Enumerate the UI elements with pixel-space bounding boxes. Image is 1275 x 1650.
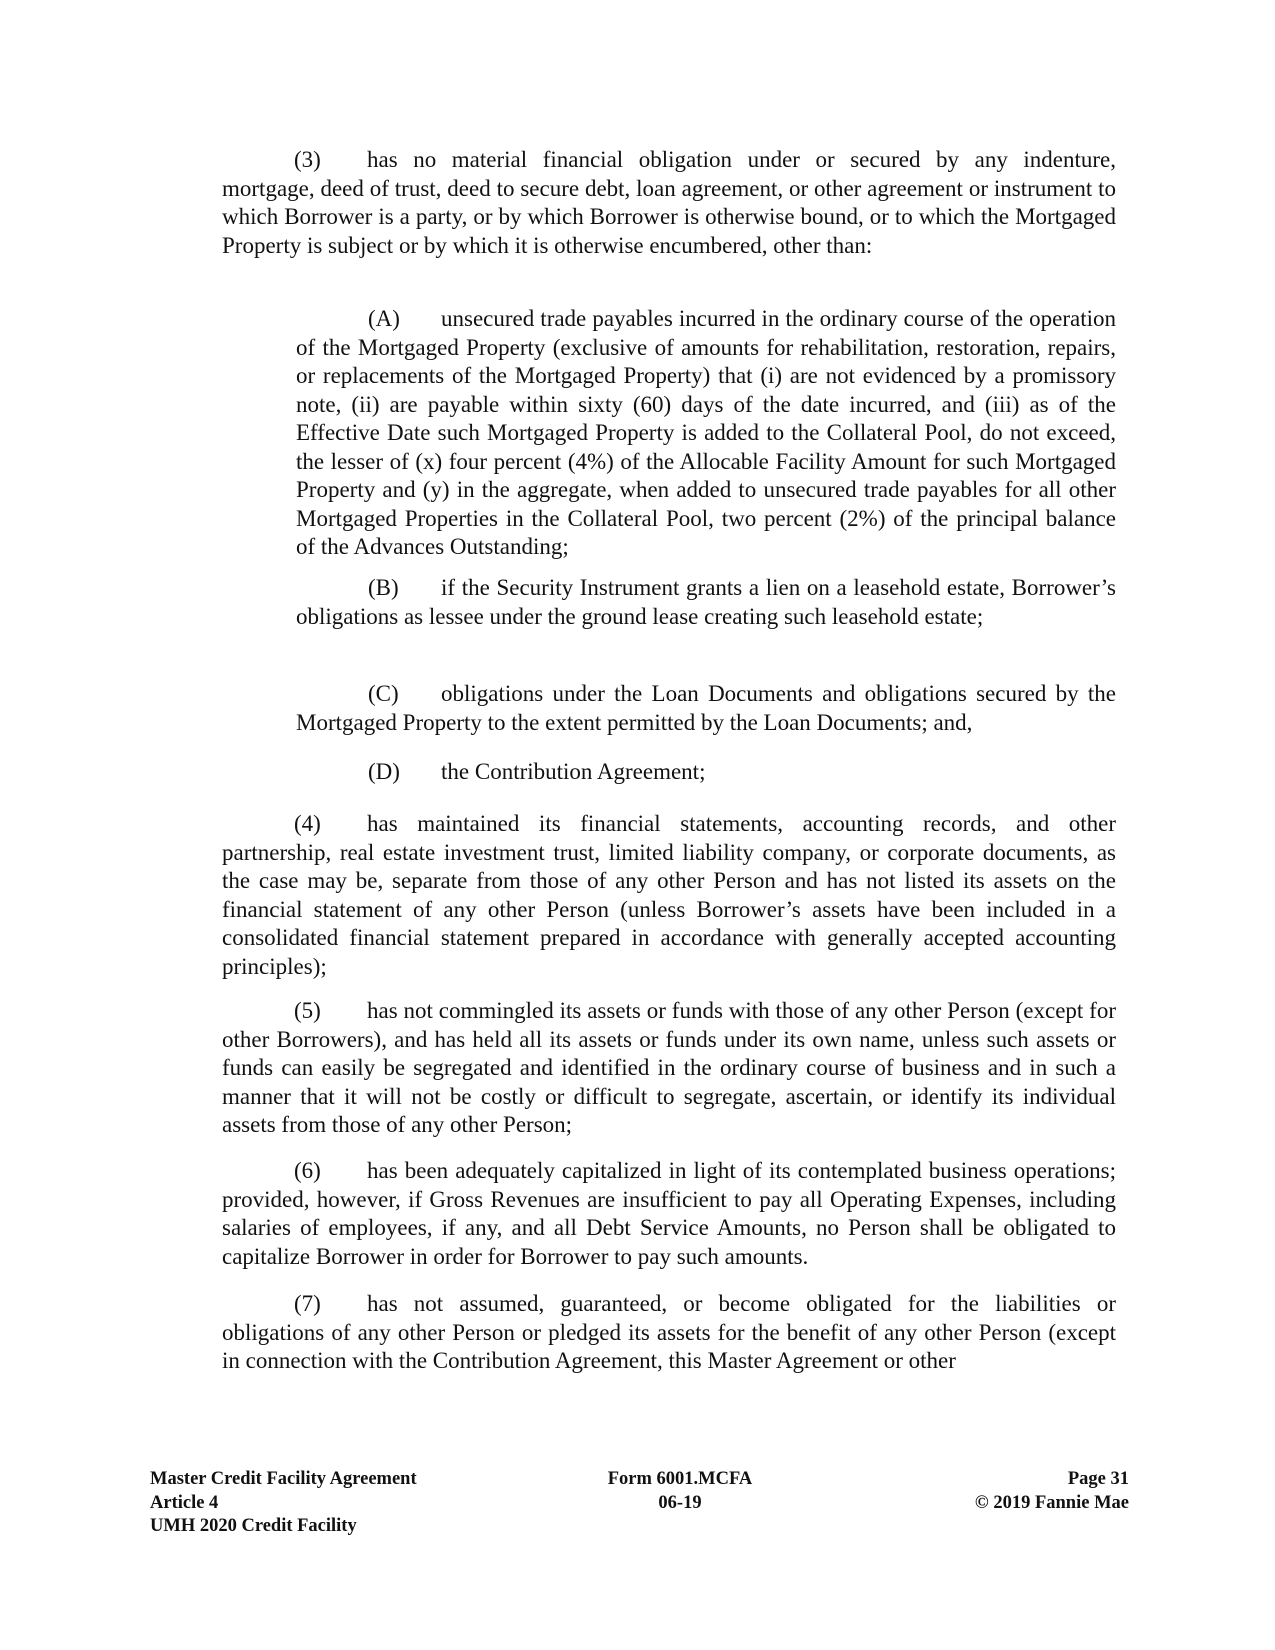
paragraph-3-A (296, 305, 1116, 562)
item-number: (5) (294, 998, 321, 1023)
item-number: (7) (294, 1291, 321, 1316)
footer-page-number: Page 31 (1067, 1469, 1129, 1489)
item-text: unsecured trade payables incurred in the ordinary course of the operation of the Mortgaged Property (exclusive of amounts for rehabilitation, restoration, repairs, or replacements of the Mortgaged Property) that (i) are not evidenced by a promissory note, (ii) are payable within sixty (60) days of the date incurred, and (iii) as of the Effective Date such Mortgaged Property is added to the Collateral Pool, do not exceed, the lesser of (x) four percent (4%) of the Allocable Facility Amount for such Mortgaged Property and (y) in the aggregate, when added to unsecured trade payables for all other Mortgaged Properties in the Collateral Pool, two percent (2%) of the principal balance of the Advances Outstanding; (296, 306, 1116, 559)
paragraph-3-C (296, 680, 1116, 737)
paragraph-7 (222, 1290, 1116, 1376)
item-text: the Contribution Agreement; (441, 759, 706, 784)
item-text: has not commingled its assets or funds with those of any other Person (except for other Borrowers), and has held all its assets or funds under its own name, unless such assets or funds can easily be segregated and identified in the ordinary course of business and in such a manner that it will not be costly or difficult to segregate, ascertain, or identify its individual assets from those of any other Person; (222, 998, 1116, 1137)
paragraph-3-B (296, 574, 1116, 631)
footer-article: Article 4 (150, 1492, 219, 1513)
item-number: (6) (294, 1158, 321, 1183)
item-number: (C) (368, 681, 399, 706)
item-text: has no material financial obligation under or secured by any indenture, mortgage, deed of trust, deed to secure debt, loan agreement, or other agreement or instrument to which Borrower is a party, or by which Borrower is otherwise bound, or to which the Mortgaged Property is subject or by which it is otherwise encumbered, other than: (222, 147, 1116, 258)
paragraph-5 (222, 997, 1116, 1140)
item-number: (D) (368, 759, 400, 784)
item-text: has not assumed, guaranteed, or become obligated for the liabilities or obligations of any other Person or pledged its assets for the benefit of any other Person (except in connection with the Contribution Agreement, this Master Agreement or other (222, 1291, 1116, 1373)
item-number: (4) (294, 811, 321, 836)
footer-copyright: © 2019 Fannie Mae (974, 1492, 1129, 1513)
footer-left (150, 1468, 417, 1539)
item-text: has maintained its financial statements, accounting records, and other partnership, real estate investment trust, limited liability company, or corporate documents, as the case may be, separate from those of any other Person and has not listed its assets on the financial statement of any other Person (unless Borrower’s assets have been included in a consolidated financial statement prepared in accordance with generally accepted accounting principles); (222, 811, 1116, 979)
item-number: (B) (368, 575, 399, 600)
footer-form-date: 06-19 (658, 1492, 702, 1513)
footer-right (975, 1468, 1129, 1515)
item-text: has been adequately capitalized in light of its contemplated business operations; provided, however, if Gross Revenues are insufficient to pay all Operating Expenses, including salaries of employees, if any, and all Debt Service Amounts, no Person shall be obligated to capitalize Borrower in order for Borrower to pay such amounts. (222, 1158, 1116, 1269)
paragraph-3-D (296, 758, 1116, 787)
paragraph-6 (222, 1157, 1116, 1271)
footer-facility-name: UMH 2020 Credit Facility (150, 1516, 357, 1536)
footer-agreement-title: Master Credit Facility Agreement (150, 1469, 417, 1489)
footer-form-number: Form 6001.MCFA (607, 1469, 753, 1489)
item-text: obligations under the Loan Documents and obligations secured by the Mortgaged Property to the extent permitted by the Loan Documents; and, (296, 681, 1116, 735)
item-number: (3) (294, 147, 321, 172)
paragraph-3 (222, 146, 1116, 260)
footer-center (560, 1468, 800, 1515)
item-number: (A) (368, 306, 400, 331)
item-text: if the Security Instrument grants a lien on a leasehold estate, Borrower’s obligations as lessee under the ground lease creating such leasehold estate; (296, 575, 1116, 629)
paragraph-4 (222, 810, 1116, 981)
